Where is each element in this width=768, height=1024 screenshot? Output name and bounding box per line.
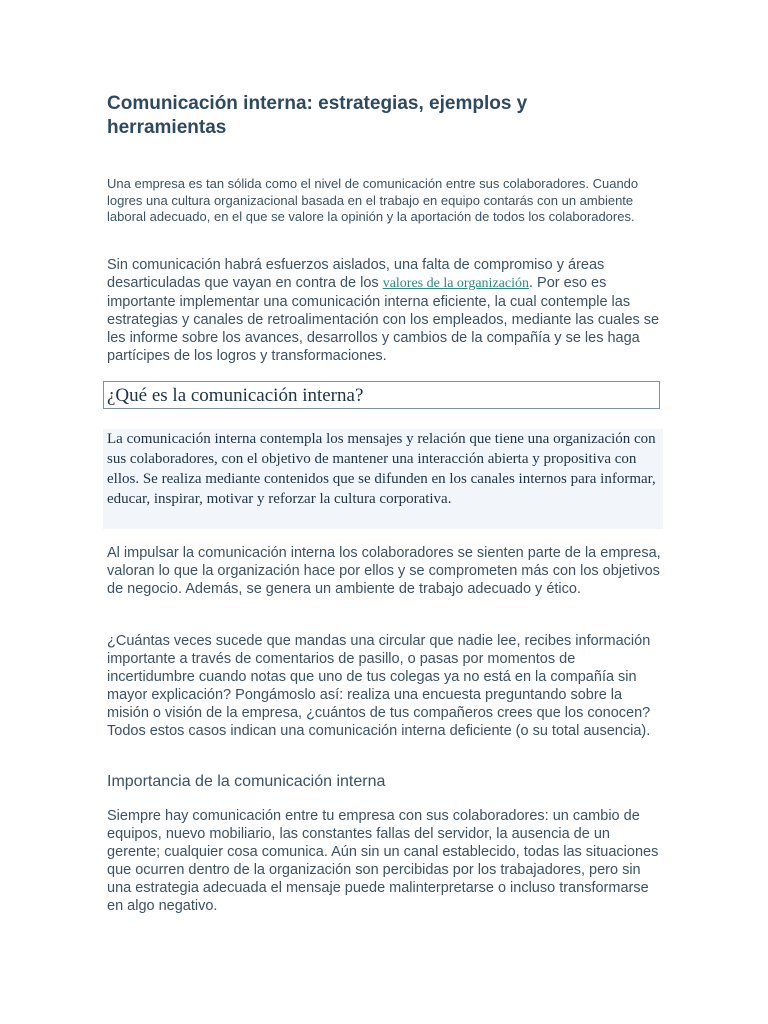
section-heading-box	[103, 381, 660, 409]
paragraph-values	[107, 256, 667, 365]
paragraph-importance: Siempre hay comunicación entre tu empresa con sus colaboradores: un cambio de equipos, nuevo mobiliario, las constantes fallas del servidor, la ausencia de un gerente; cualquier cosa comunica. Aún sin un canal establecido, todas las situaciones que ocurren dentro de la organización son percibidas por los trabajadores, pero sin una estrategia adecuada el mensaje puede malinterpretarse o incluso transformarse en algo negativo.	[107, 808, 659, 914]
paragraph-benefits: Al impulsar la comunicación interna los colaboradores se sienten parte de la empresa, valoran lo que la organización hace por ellos y se comprometen más con los objetivos de negocio. Además, se genera un ambiente de trabajo adecuado y ético.	[107, 545, 661, 597]
page-title: Comunicación interna: estrategias, ejemplos y herramientas	[107, 93, 528, 138]
paragraph-questions: ¿Cuántas veces sucede que mandas una circular que nadie lee, recibes información importante a través de comentarios de pasillo, o pasas por momentos de incertidumbre cuando notas que uno de tus colegas ya no está en la compañía sin mayor explicación? Pongámoslo así: realiza una encuesta preguntando sobre la misión o visión de la empresa, ¿cuántos de tus compañeros crees que los conocen? Todos estos casos indican una comunicación interna deficiente (o su total ausencia).	[107, 633, 651, 739]
paragraph-values-text-after: . Por eso es importante implementar una comunicación interna eficiente, la cual contemple las estrategias y canales de retroalimentación con los empleados, mediante las cuales se les informe sobre los avances, desarrollos y cambios de la compañía y se les haga partícipes de los logros y transformaciones.	[107, 275, 660, 364]
intro-paragraph: Una empresa es tan sólida como el nivel de comunicación entre sus colaboradores. Cuando logres una cultura organizacional basada en el trabajo en equipo contarás con un ambiente laboral adecuado, en el que se valore la opinión y la aportación de todos los colaboradores.	[107, 176, 639, 224]
definition-block	[103, 429, 663, 529]
importance-subheading: Importancia de la comunicación interna	[107, 773, 386, 790]
definition-text: La comunicación interna contempla los mensajes y relación que tiene una organización con sus colaboradores, con el objetivo de mantener una interacción abierta y propositiva con ellos. Se realiza mediante contenidos que se difunden en los canales internos para informar, educar, inspirar, motivar y reforzar la cultura corporativa.	[107, 431, 656, 507]
values-link[interactable]: valores de la organización	[382, 276, 529, 291]
section-heading: ¿Qué es la comunicación interna?	[107, 385, 364, 406]
paragraph-values-text-before: Sin comunicación habrá esfuerzos aislados, una falta de compromiso y áreas desarticuladas que vayan en contra de los	[107, 257, 605, 291]
